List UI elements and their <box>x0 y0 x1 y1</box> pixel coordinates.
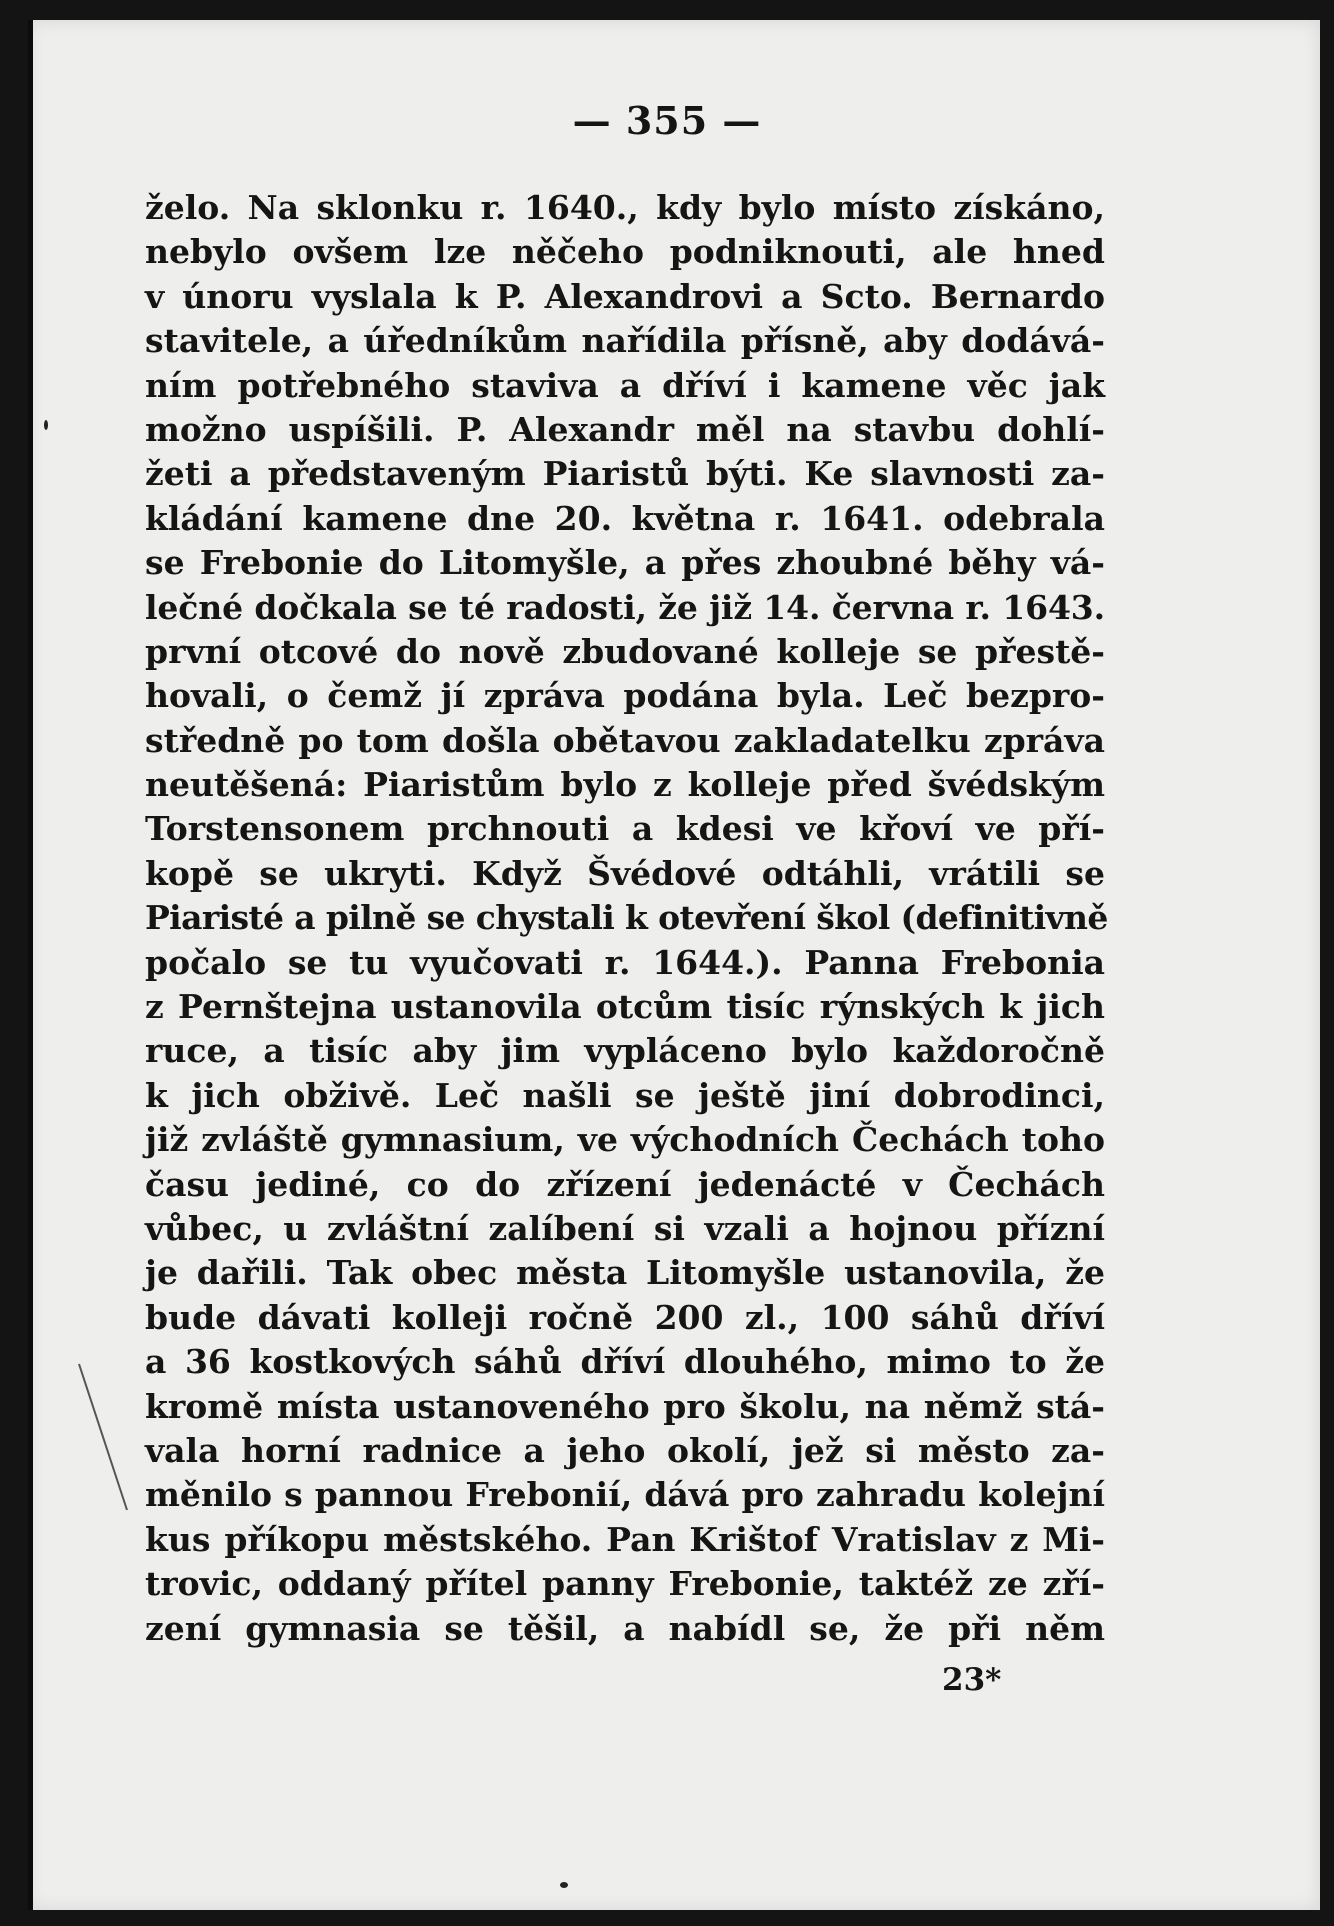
text-line: středně po tom došla obětavou zakladatelku zpráva <box>145 720 1105 760</box>
text-line: se Frebonie do Litomyšle, a přes zhoubné běhy vá- <box>145 543 1105 583</box>
text-line: kus příkopu městského. Pan Krištof Vratislav z Mi- <box>145 1519 1105 1559</box>
text-line: možno uspíšili. P. Alexandr měl na stavbu dohlí- <box>145 409 1105 449</box>
text-line: nebylo ovšem lze něčeho podniknouti, ale hned <box>145 232 1105 272</box>
text-line: z Pernštejna ustanovila otcům tisíc rýnských k jich <box>145 987 1105 1027</box>
text-line: kromě místa ustanoveného pro školu, na němž stá- <box>145 1386 1105 1426</box>
page-edge-shadow <box>28 20 33 1910</box>
body-text <box>145 186 1108 1651</box>
text-line: ním potřebného staviva a dříví i kamene věc jak <box>145 365 1105 405</box>
text-line: kládání kamene dne 20. května r. 1641. odebrala <box>145 498 1105 538</box>
page-number-header: — 355 — <box>572 98 762 143</box>
text-line: k jich obživě. Leč našli se ještě jiní dobrodinci, <box>145 1075 1105 1115</box>
text-line: želo. Na sklonku r. 1640., kdy bylo místo získáno, <box>145 188 1105 227</box>
text-line: trovic, oddaný přítel panny Frebonie, taktéž ze zří- <box>145 1564 1105 1604</box>
text-line: kopě se ukryti. Když Švédové odtáhli, vrátili se <box>145 853 1105 893</box>
text-line: první otcové do nově zbudované kolleje se přestě- <box>145 631 1105 671</box>
ink-speck <box>44 420 48 430</box>
text-line: ruce, a tisíc aby jim vypláceno bylo každoročně <box>145 1031 1105 1071</box>
text-line: lečné dočkala se té radosti, že již 14. června r. 1643. <box>145 587 1105 627</box>
text-line: neutěšená: Piaristům bylo z kolleje před švédským <box>145 765 1105 805</box>
text-line: již zvláště gymnasium, ve východních Čechách toho <box>145 1120 1105 1160</box>
text-line: vůbec, u zvláštní zalíbení si vzali a hojnou přízní <box>145 1208 1105 1248</box>
text-line: stavitele, a úředníkům nařídila přísně, aby dodává- <box>145 321 1105 361</box>
text-line: Piaristé a pilně se chystali k otevření škol (definitivně <box>145 898 1108 938</box>
text-line: bude dávati kolleji ročně 200 zl., 100 sáhů dříví <box>145 1297 1105 1337</box>
pencil-mark <box>75 1360 135 1520</box>
text-line: v únoru vyslala k P. Alexandrovi a Scto. Bernardo <box>145 276 1105 316</box>
text-line: času jediné, co do zřízení jedenácté v Čechách <box>145 1164 1105 1204</box>
text-line: Torstensonem prchnouti a kdesi ve křoví ve pří- <box>145 809 1105 849</box>
text-line: zení gymnasia se těšil, a nabídl se, že při něm <box>145 1608 1105 1648</box>
ink-speck <box>560 1882 568 1888</box>
text-line: vala horní radnice a jeho okolí, jež si město za- <box>145 1430 1105 1470</box>
text-line: a 36 kostkových sáhů dříví dlouhého, mimo to že <box>145 1342 1105 1382</box>
text-line: je dařili. Tak obec města Litomyšle ustanovila, že <box>145 1253 1105 1293</box>
text-line: hovali, o čemž jí zpráva podána byla. Leč bezpro- <box>145 676 1105 716</box>
text-line: počalo se tu vyučovati r. 1644.). Panna Frebonia <box>145 942 1105 982</box>
text-line: žeti a představeným Piaristů býti. Ke slavnosti za- <box>145 454 1105 494</box>
signature-mark: 23* <box>942 1662 1002 1698</box>
text-line: měnilo s pannou Frebonií, dává pro zahradu kolejní <box>145 1475 1105 1515</box>
